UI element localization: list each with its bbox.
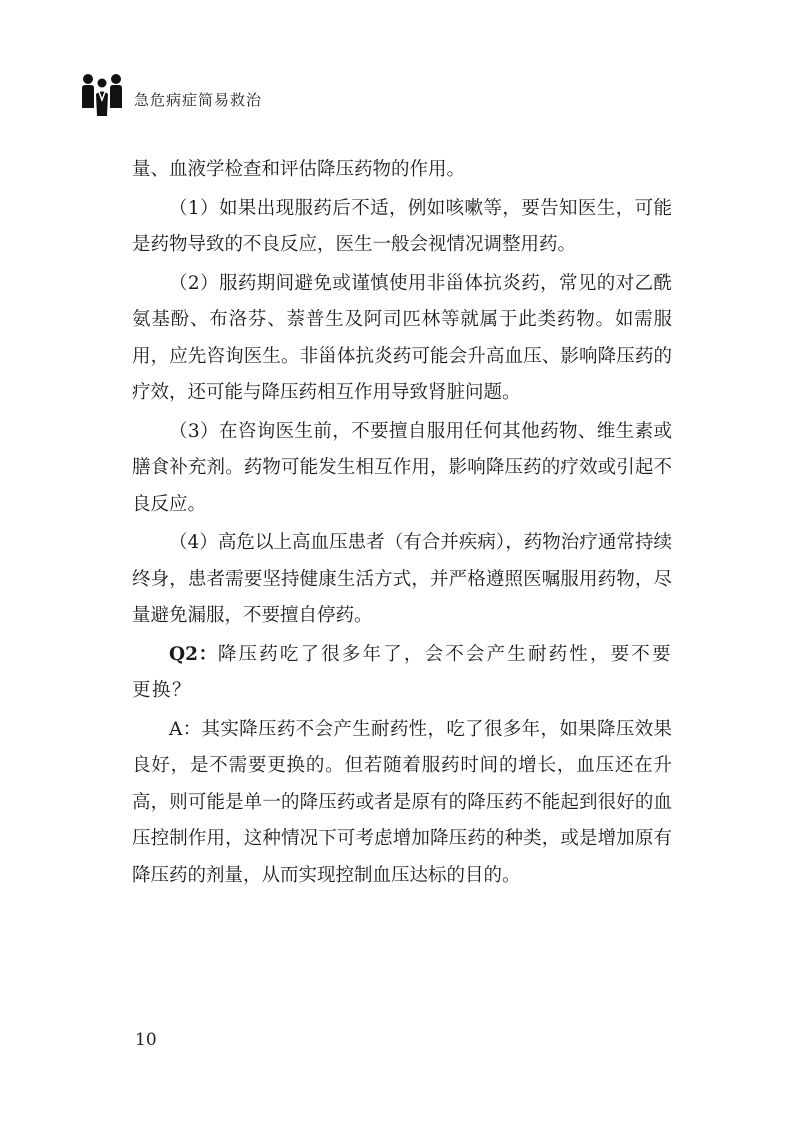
question-label: Q2：	[169, 643, 218, 665]
paragraph-item-2: （2）服药期间避免或谨慎使用非甾体抗炎药，常见的对乙酰氨基酚、布洛芬、萘普生及阿司匹林等就属于此类药物。如需服用，应先咨询医生。非甾体抗炎药可能会升高血压、影响降压药的疗效，还可能与降压药相互作用导致肾脏问题。	[132, 272, 672, 403]
paragraph-item-1: （1）如果出现服药后不适，例如咳嗽等，要告知医生，可能是药物导致的不良反应，医生一般会视情况调整用药。	[132, 197, 672, 255]
book-title: 急危病症简易救治	[134, 90, 263, 109]
running-header	[80, 70, 262, 120]
family-people-icon	[80, 70, 124, 120]
paragraph-continued: 量、血液学检查和评估降压药物的作用。	[132, 159, 466, 180]
paragraph-item-4: （4）高危以上高血压患者（有合并疾病），药物治疗通常持续终身，患者需要坚持健康生活方式，并严格遵照医嘱服用药物，尽量避免漏服，不要擅自停药。	[132, 532, 672, 626]
answer-paragraph: A：其实降压药不会产生耐药性，吃了很多年，如果降压效果良好，是不需要更换的。但若随着服药时间的增长，血压还在升高，则可能是单一的降压药或者是原有的降压药不能起到很好的血压控制作用，这种情况下可考虑增加降压药的种类，或是增加原有降压药的剂量，从而实现控制血压达标的目的。	[132, 718, 672, 886]
paragraph-item-3: （3）在咨询医生前，不要擅自服用任何其他药物、维生素或膳食补充剂。药物可能发生相互作用，影响降压药的疗效或引起不良反应。	[132, 420, 672, 515]
question-heading	[132, 637, 672, 710]
page-body	[132, 152, 672, 896]
question-text: 降压药吃了很多年了，会不会产生耐药性，要不要更换？	[132, 643, 672, 701]
page-number: 10	[135, 1030, 157, 1050]
